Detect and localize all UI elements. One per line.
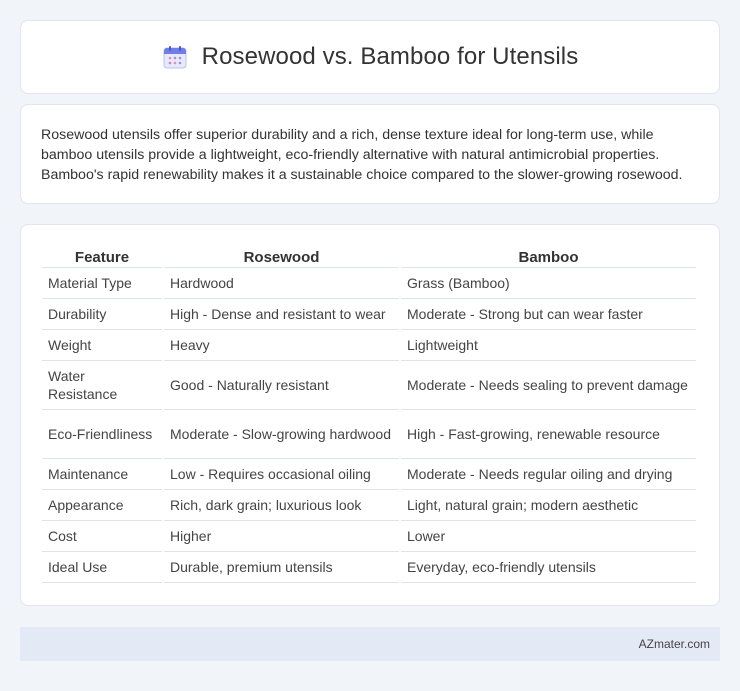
comparison-table — [40, 247, 698, 583]
rosewood-cell: Higher — [164, 521, 399, 552]
table-row — [42, 552, 696, 583]
footer-source: AZmater.com — [638, 637, 710, 651]
table-row — [42, 268, 696, 299]
table-row — [42, 361, 696, 410]
comparison-card — [20, 224, 720, 606]
rosewood-cell: Heavy — [164, 330, 399, 361]
rosewood-cell: Rich, dark grain; luxurious look — [164, 490, 399, 521]
rosewood-cell: Moderate - Slow-growing hardwood — [164, 410, 399, 459]
feature-cell: Ideal Use — [42, 552, 162, 583]
bamboo-cell: Moderate - Needs sealing to prevent damage — [401, 361, 696, 410]
feature-cell: Cost — [42, 521, 162, 552]
page-title: Rosewood vs. Bamboo for Utensils — [201, 43, 579, 70]
header-rosewood: Rosewood — [164, 247, 399, 268]
table-header-row — [42, 247, 696, 268]
feature-cell: Eco-Friendliness — [42, 410, 162, 459]
feature-cell: Durability — [42, 299, 162, 330]
table-row — [42, 490, 696, 521]
table-row — [42, 521, 696, 552]
footer — [20, 627, 720, 661]
table-row — [42, 299, 696, 330]
rosewood-cell: Good - Naturally resistant — [164, 361, 399, 410]
title-wrap — [21, 21, 719, 93]
rosewood-cell: Low - Requires occasional oiling — [164, 459, 399, 490]
feature-cell: Maintenance — [42, 459, 162, 490]
intro-text: Rosewood utensils offer superior durability and a rich, dense texture ideal for long-term use, while bamboo utensils provide a lightweight, eco-friendly alternative with natural antimicrobial properties. Bamboo's rapid renewability makes it a sustainable choice compared to the slower-growing rosewood. — [41, 127, 683, 183]
rosewood-cell: High - Dense and resistant to wear — [164, 299, 399, 330]
rosewood-cell: Durable, premium utensils — [164, 552, 399, 583]
bamboo-cell: High - Fast-growing, renewable resource — [401, 410, 696, 459]
bamboo-cell: Lightweight — [401, 330, 696, 361]
bamboo-cell: Light, natural grain; modern aesthetic — [401, 490, 696, 521]
bamboo-cell: Lower — [401, 521, 696, 552]
title-card — [20, 20, 720, 94]
table-row — [42, 410, 696, 459]
feature-cell: Appearance — [42, 490, 162, 521]
bamboo-cell: Everyday, eco-friendly utensils — [401, 552, 696, 583]
bamboo-cell: Moderate - Strong but can wear faster — [401, 299, 696, 330]
feature-cell: Material Type — [42, 268, 162, 299]
feature-cell: Water Resistance — [42, 361, 162, 410]
calendar-icon — [162, 44, 188, 70]
table-row — [42, 459, 696, 490]
table-row — [42, 330, 696, 361]
bamboo-cell: Moderate - Needs regular oiling and drying — [401, 459, 696, 490]
feature-cell: Weight — [42, 330, 162, 361]
header-bamboo: Bamboo — [401, 247, 696, 268]
header-feature: Feature — [42, 247, 162, 268]
intro-card — [20, 104, 720, 204]
bamboo-cell: Grass (Bamboo) — [401, 268, 696, 299]
rosewood-cell: Hardwood — [164, 268, 399, 299]
